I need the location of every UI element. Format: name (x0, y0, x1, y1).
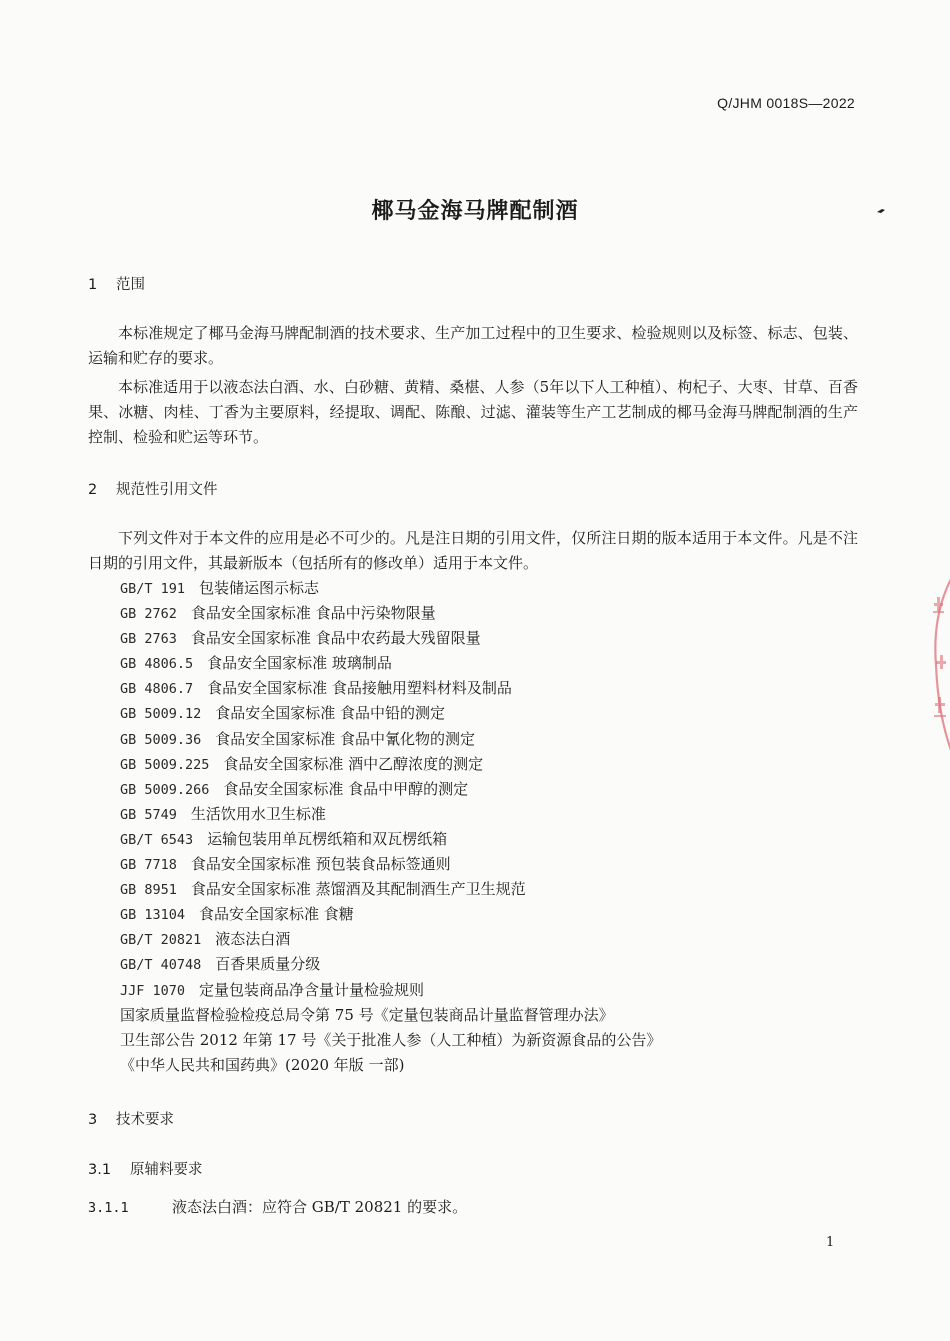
reference-item: GB 5009.266 食品安全国家标准 食品中甲醇的测定 (120, 779, 469, 798)
section-title: 规范性引用文件 (116, 482, 218, 498)
clause-number: 3.1.1 (88, 1200, 129, 1216)
section-title: 技术要求 (116, 1112, 174, 1128)
reference-item: GB 13104 食品安全国家标准 食糖 (120, 905, 354, 924)
section-title: 范围 (116, 277, 145, 293)
reference-item: GB 2762 食品安全国家标准 食品中污染物限量 (120, 604, 436, 623)
section-3-heading (88, 1108, 174, 1129)
subsection-number: 3.1 (88, 1162, 112, 1178)
section-number: 2 (88, 482, 98, 498)
subsection-title: 原辅料要求 (130, 1162, 203, 1178)
reference-item: GB 5009.225 食品安全国家标准 酒中乙醇浓度的测定 (120, 754, 484, 773)
document-code: Q/JHM 0018S—2022 (717, 95, 855, 111)
reference-list (120, 576, 661, 1078)
reference-item: JJF 1070 定量包装商品净含量计量检验规则 (120, 980, 425, 999)
clause-3-1-1 (88, 1196, 467, 1217)
section-2-heading (88, 478, 218, 499)
reference-item: 卫生部公告 2012 年第 17 号《关于批准人参（人工种植）为新资源食品的公告》 (120, 1030, 662, 1049)
section-number: 3 (88, 1112, 98, 1128)
section-1-heading (88, 273, 145, 294)
reference-item: GB/T 40748 百香果质量分级 (120, 955, 321, 974)
reference-item: GB 4806.7 食品安全国家标准 食品接触用塑料材料及制品 (120, 679, 512, 698)
scope-paragraph-2: 本标准适用于以液态法白酒、水、白砂糖、黄精、桑椹、人参（5年以下人工种植）、枸杞子、大枣、甘草、百香果、冰糖、肉桂、丁香为主要原料，经提取、调配、陈酿、过滤、灌装等生产工艺制成的椰马金海马牌配制酒的生产控制、检验和贮运等环节。 (88, 378, 858, 446)
reference-item: GB 2763 食品安全国家标准 食品中农药最大残留限量 (120, 629, 481, 648)
clause-text: 液态法白酒：应符合 GB/T 20821 的要求。 (172, 1198, 468, 1216)
reference-item: 《中华人民共和国药典》(2020 年版 一部) (120, 1055, 405, 1074)
reference-item: GB 7718 食品安全国家标准 预包装食品标签通则 (120, 855, 451, 874)
subsection-3-1-heading (88, 1158, 203, 1179)
reference-item: GB 5749 生活饮用水卫生标准 (120, 804, 326, 823)
seal-stamp-fragment (922, 575, 950, 755)
reference-item: GB 5009.12 食品安全国家标准 食品中铅的测定 (120, 704, 446, 723)
page-number: 1 (826, 1235, 835, 1250)
reference-item: GB 8951 食品安全国家标准 蒸馏酒及其配制酒生产卫生规范 (120, 880, 526, 899)
reference-item: 国家质量监督检验检疫总局令第 75 号《定量包装商品计量监督管理办法》 (120, 1005, 614, 1024)
normative-intro-paragraph: 下列文件对于本文件的应用是必不可少的。凡是注日期的引用文件，仅所注日期的版本适用于本文件。凡是不注日期的引用文件，其最新版本（包括所有的修改单）适用于本文件。 (88, 529, 858, 572)
reference-item: GB/T 191 包装储运图示标志 (120, 579, 320, 597)
reference-item: GB 4806.5 食品安全国家标准 玻璃制品 (120, 654, 392, 673)
reference-item: GB/T 6543 运输包装用单瓦楞纸箱和双瓦楞纸箱 (120, 829, 448, 848)
section-number: 1 (88, 277, 98, 293)
reference-item: GB 5009.36 食品安全国家标准 食品中氰化物的测定 (120, 729, 476, 748)
scope-paragraph-1: 本标准规定了椰马金海马牌配制酒的技术要求、生产加工过程中的卫生要求、检验规则以及标签、标志、包装、运输和贮存的要求。 (88, 324, 858, 367)
document-title: 椰马金海马牌配制酒 (371, 199, 579, 224)
reference-item: GB/T 20821 液态法白酒 (120, 930, 291, 949)
